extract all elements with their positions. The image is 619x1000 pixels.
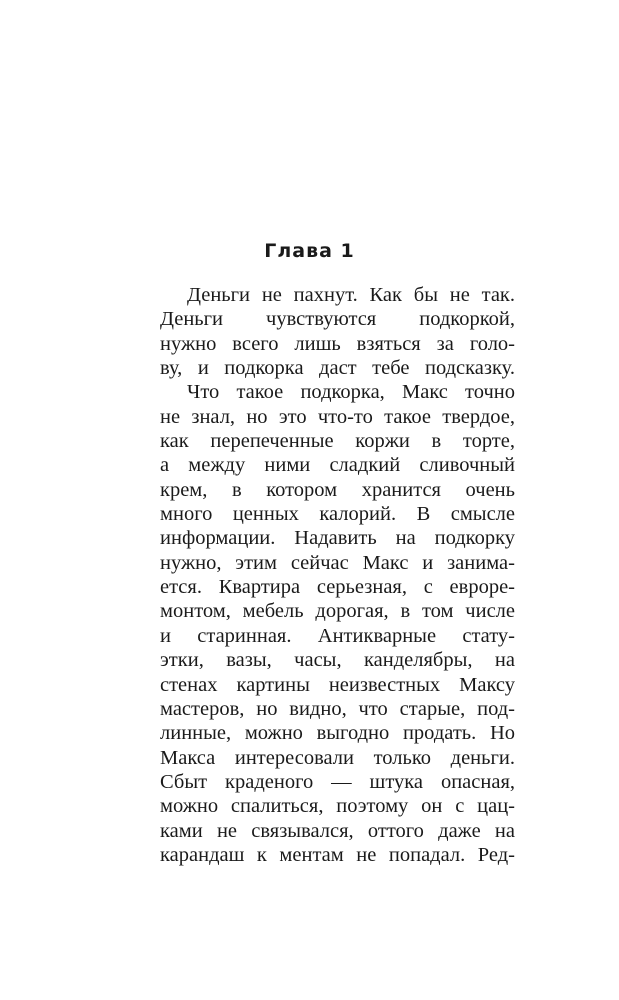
text-line: стенах картины неизвестных Максу	[160, 673, 515, 696]
text-line: Сбыт краденого — штука опасная,	[160, 770, 515, 793]
text-line: карандаш к ментам не попадал. Ред-	[160, 843, 515, 866]
text-line: не знал, но это что-то такое твердое,	[160, 405, 515, 428]
text-line: Деньги не пахнут. Как бы не так.	[187, 284, 515, 306]
text-line: линные, можно выгодно продать. Но	[160, 722, 515, 745]
text-line: ву, и подкорка даст тебе подсказку.	[160, 357, 515, 380]
text-line: нужно, этим сейчас Макс и занима-	[160, 551, 515, 574]
text-line: ками не связывался, оттого даже на	[160, 819, 515, 842]
text-line: монтом, мебель дорогая, в том числе	[160, 600, 515, 623]
text-line: Что такое подкорка, Макс точно	[187, 381, 515, 404]
text-line: ется. Квартира серьезная, с евроре-	[160, 576, 515, 599]
text-line: а между ними сладкий сливочный	[160, 454, 515, 477]
text-line: нужно всего лишь взяться за голо-	[160, 332, 515, 355]
text-line: можно спалиться, поэтому он с цац-	[160, 795, 515, 818]
text-line: крем, в котором хранится очень	[160, 478, 515, 501]
text-line: много ценных калорий. В смысле	[160, 503, 515, 526]
text-line: и старинная. Антикварные стату-	[160, 624, 515, 647]
text-line: мастеров, но видно, что старые, под-	[160, 697, 515, 720]
text-line: Макса интересовали только деньги.	[160, 746, 515, 769]
text-line: информации. Надавить на подкорку	[160, 527, 515, 550]
body-text	[160, 283, 515, 867]
text-line: как перепеченные коржи в торте,	[160, 430, 515, 453]
chapter-title: Глава 1	[264, 240, 355, 262]
text-line: Деньги чувствуются подкоркой,	[160, 308, 515, 331]
text-line: этки, вазы, часы, канделябры, на	[160, 649, 515, 672]
